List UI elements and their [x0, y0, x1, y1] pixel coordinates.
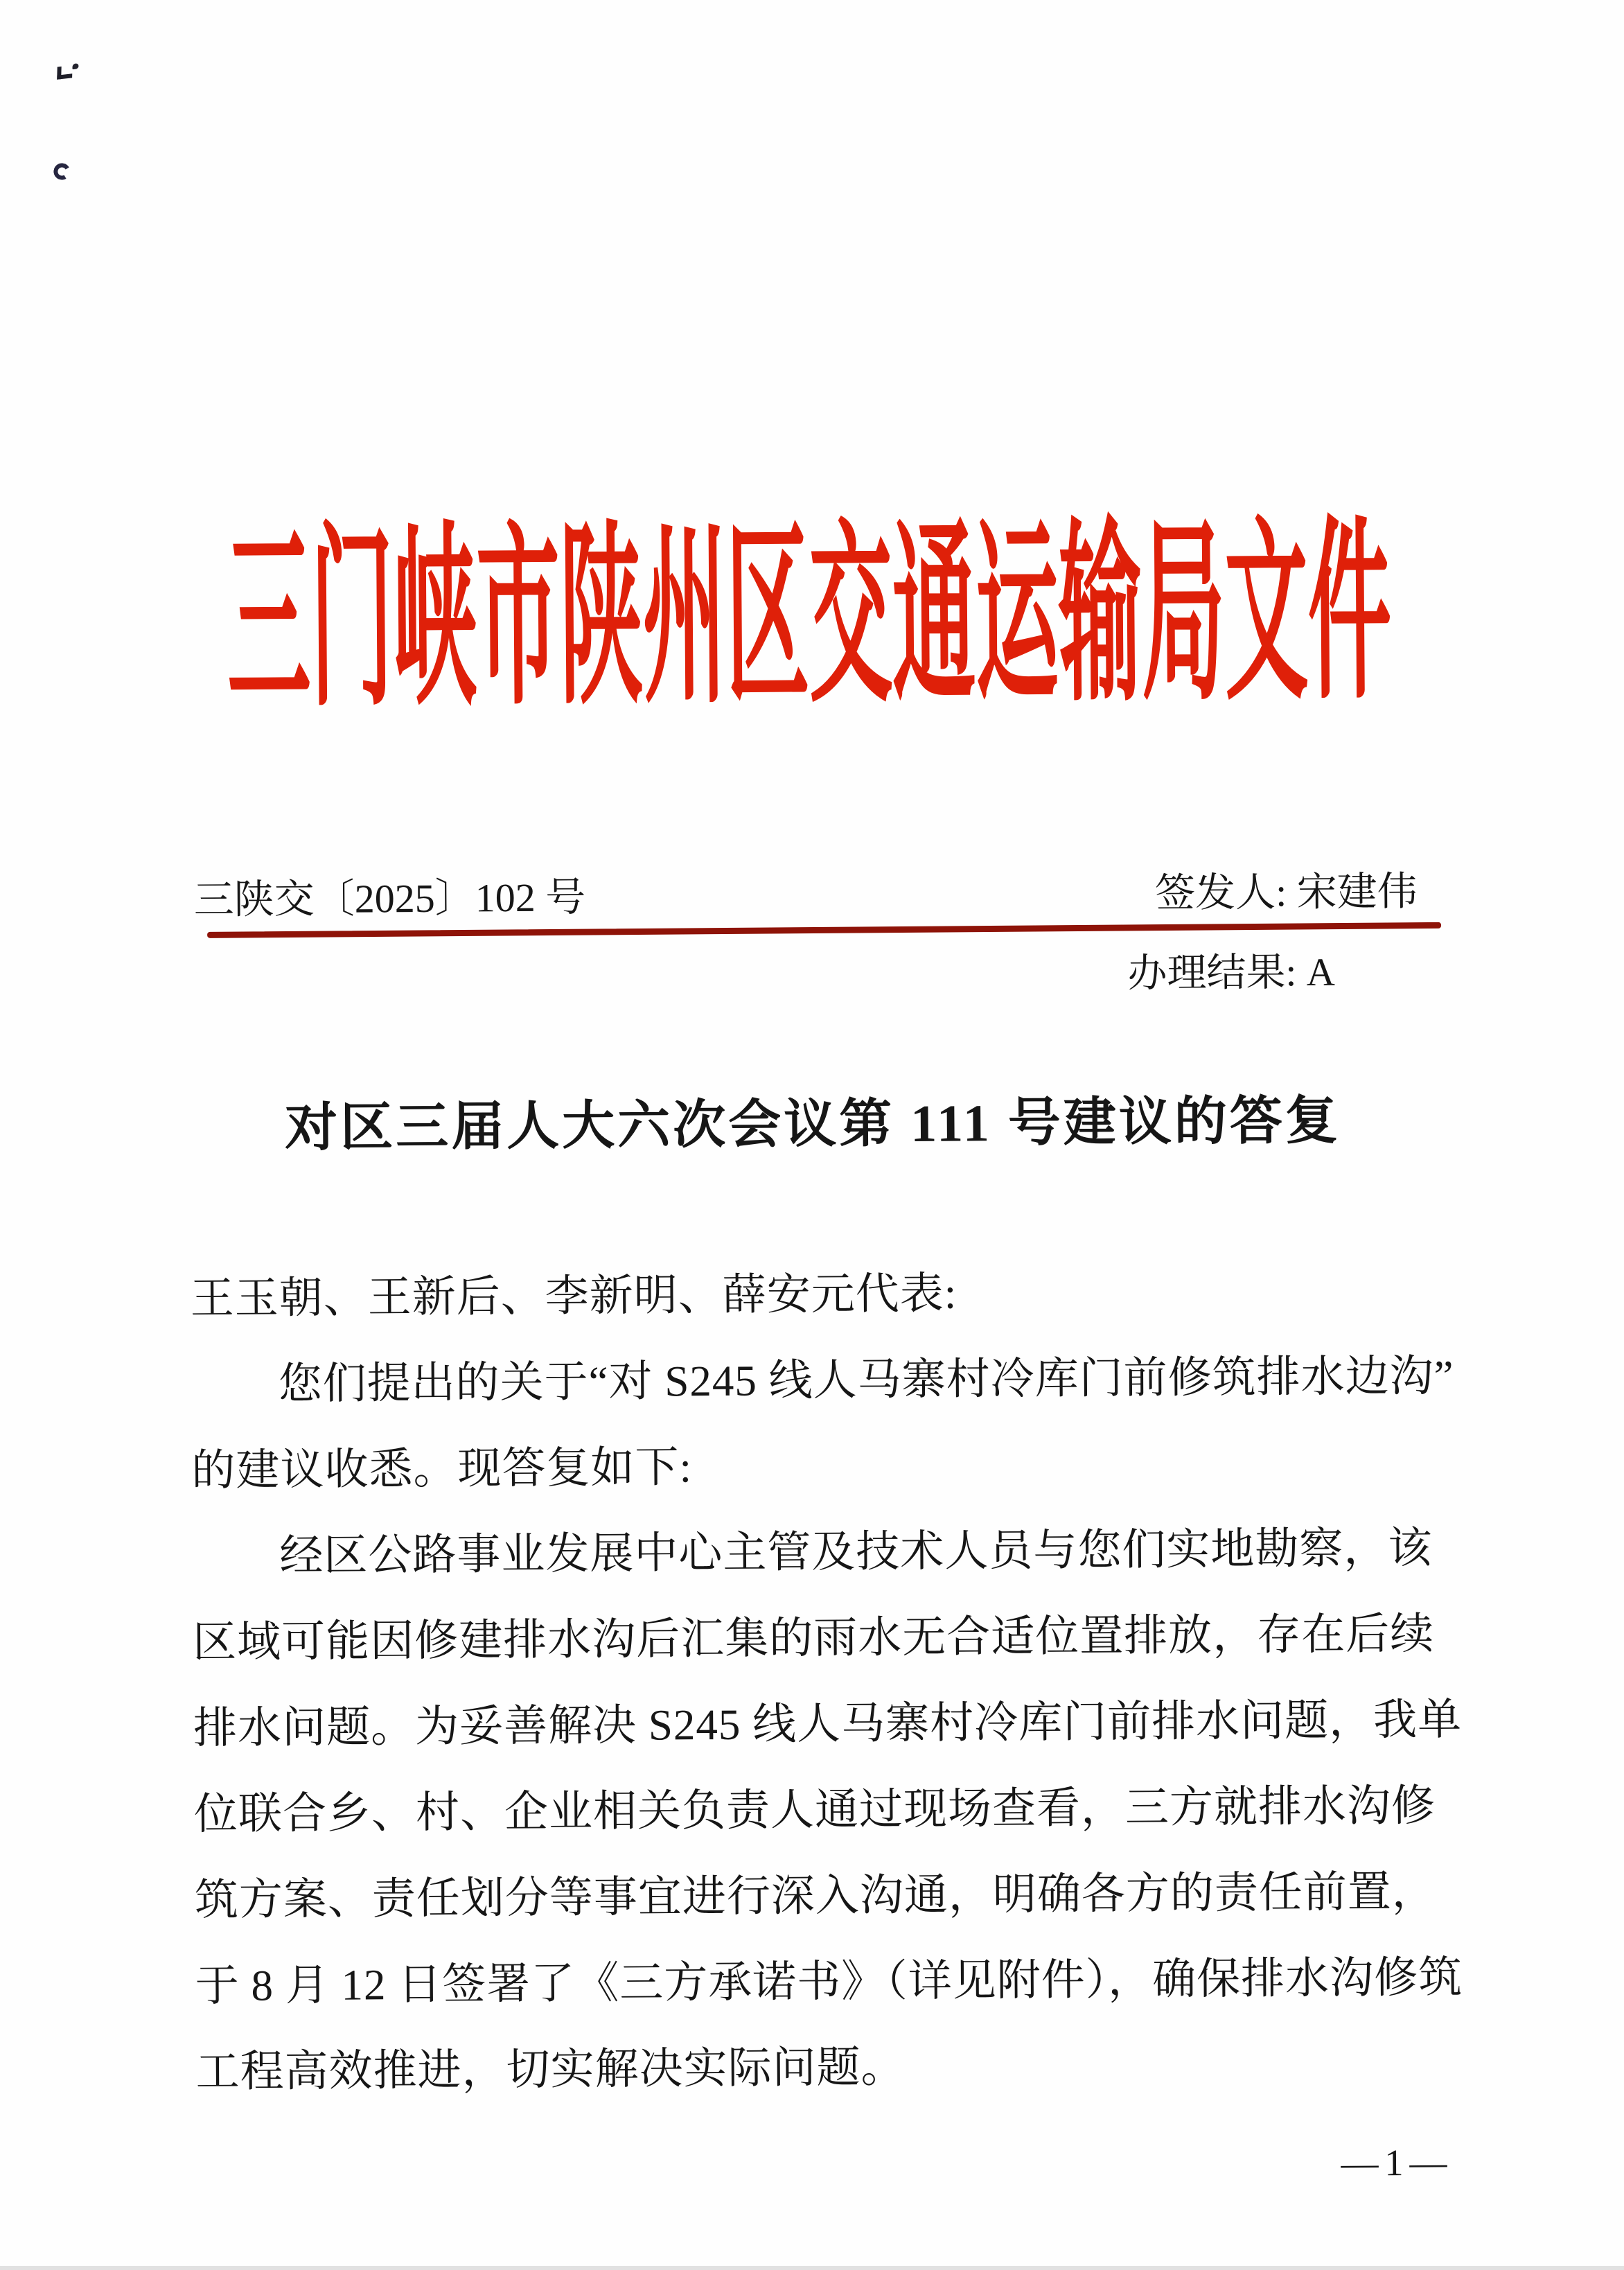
- body-line: 您们提出的关于“对 S245 线人马寨村冷库门前修筑排水边沟”: [278, 1351, 1454, 1409]
- body-line: 排水问题。为妥善解决 S245 线人马寨村冷库门前排水问题，我单: [193, 1695, 1463, 1753]
- scan-bottom-edge: [0, 2266, 1624, 2270]
- body-line: 经区公路事业发展中心主管及技术人员与您们实地勘察，该: [279, 1523, 1433, 1581]
- ink-mark-icon: [57, 65, 72, 80]
- document-number: 三陕交〔2025〕102 号: [193, 874, 586, 923]
- document-title: 对区三届人大六次会议第 111 号建议的答复: [284, 1091, 1341, 1158]
- body-line: 筑方案、责任划分等事宜进行深入沟通，明确各方的责任前置，: [194, 1867, 1437, 1925]
- body-line: 区域可能因修建排水沟后汇集的雨水无合适位置排放，存在后续: [192, 1609, 1435, 1667]
- handling-result: 办理结果: A: [1127, 950, 1335, 996]
- issuer-name: 签发人: 宋建伟: [1154, 868, 1418, 916]
- red-divider-rule: [207, 922, 1441, 938]
- body-line: 于 8 月 12 日签署了《三方承诺书》（详见附件），确保排水沟修筑: [195, 1953, 1463, 2011]
- ink-mark-icon: [52, 161, 72, 182]
- document-info-row: [194, 870, 1418, 922]
- document-body: [190, 1247, 1464, 2115]
- body-line: 的建议收悉。现答复如下:: [191, 1443, 693, 1495]
- page-number: —1—: [1341, 2141, 1454, 2184]
- body-line: 工程高效推进，切实解决实际问题。: [195, 2043, 906, 2097]
- body-line-salutation: 王玉朝、王新后、李新明、薛安元代表:: [190, 1269, 957, 1323]
- agency-letterhead-title: 三门峡市陕州区交通运输局文件: [226, 504, 1392, 730]
- body-line: 位联合乡、村、企业相关负责人通过现场查看，三方就排水沟修: [193, 1781, 1436, 1839]
